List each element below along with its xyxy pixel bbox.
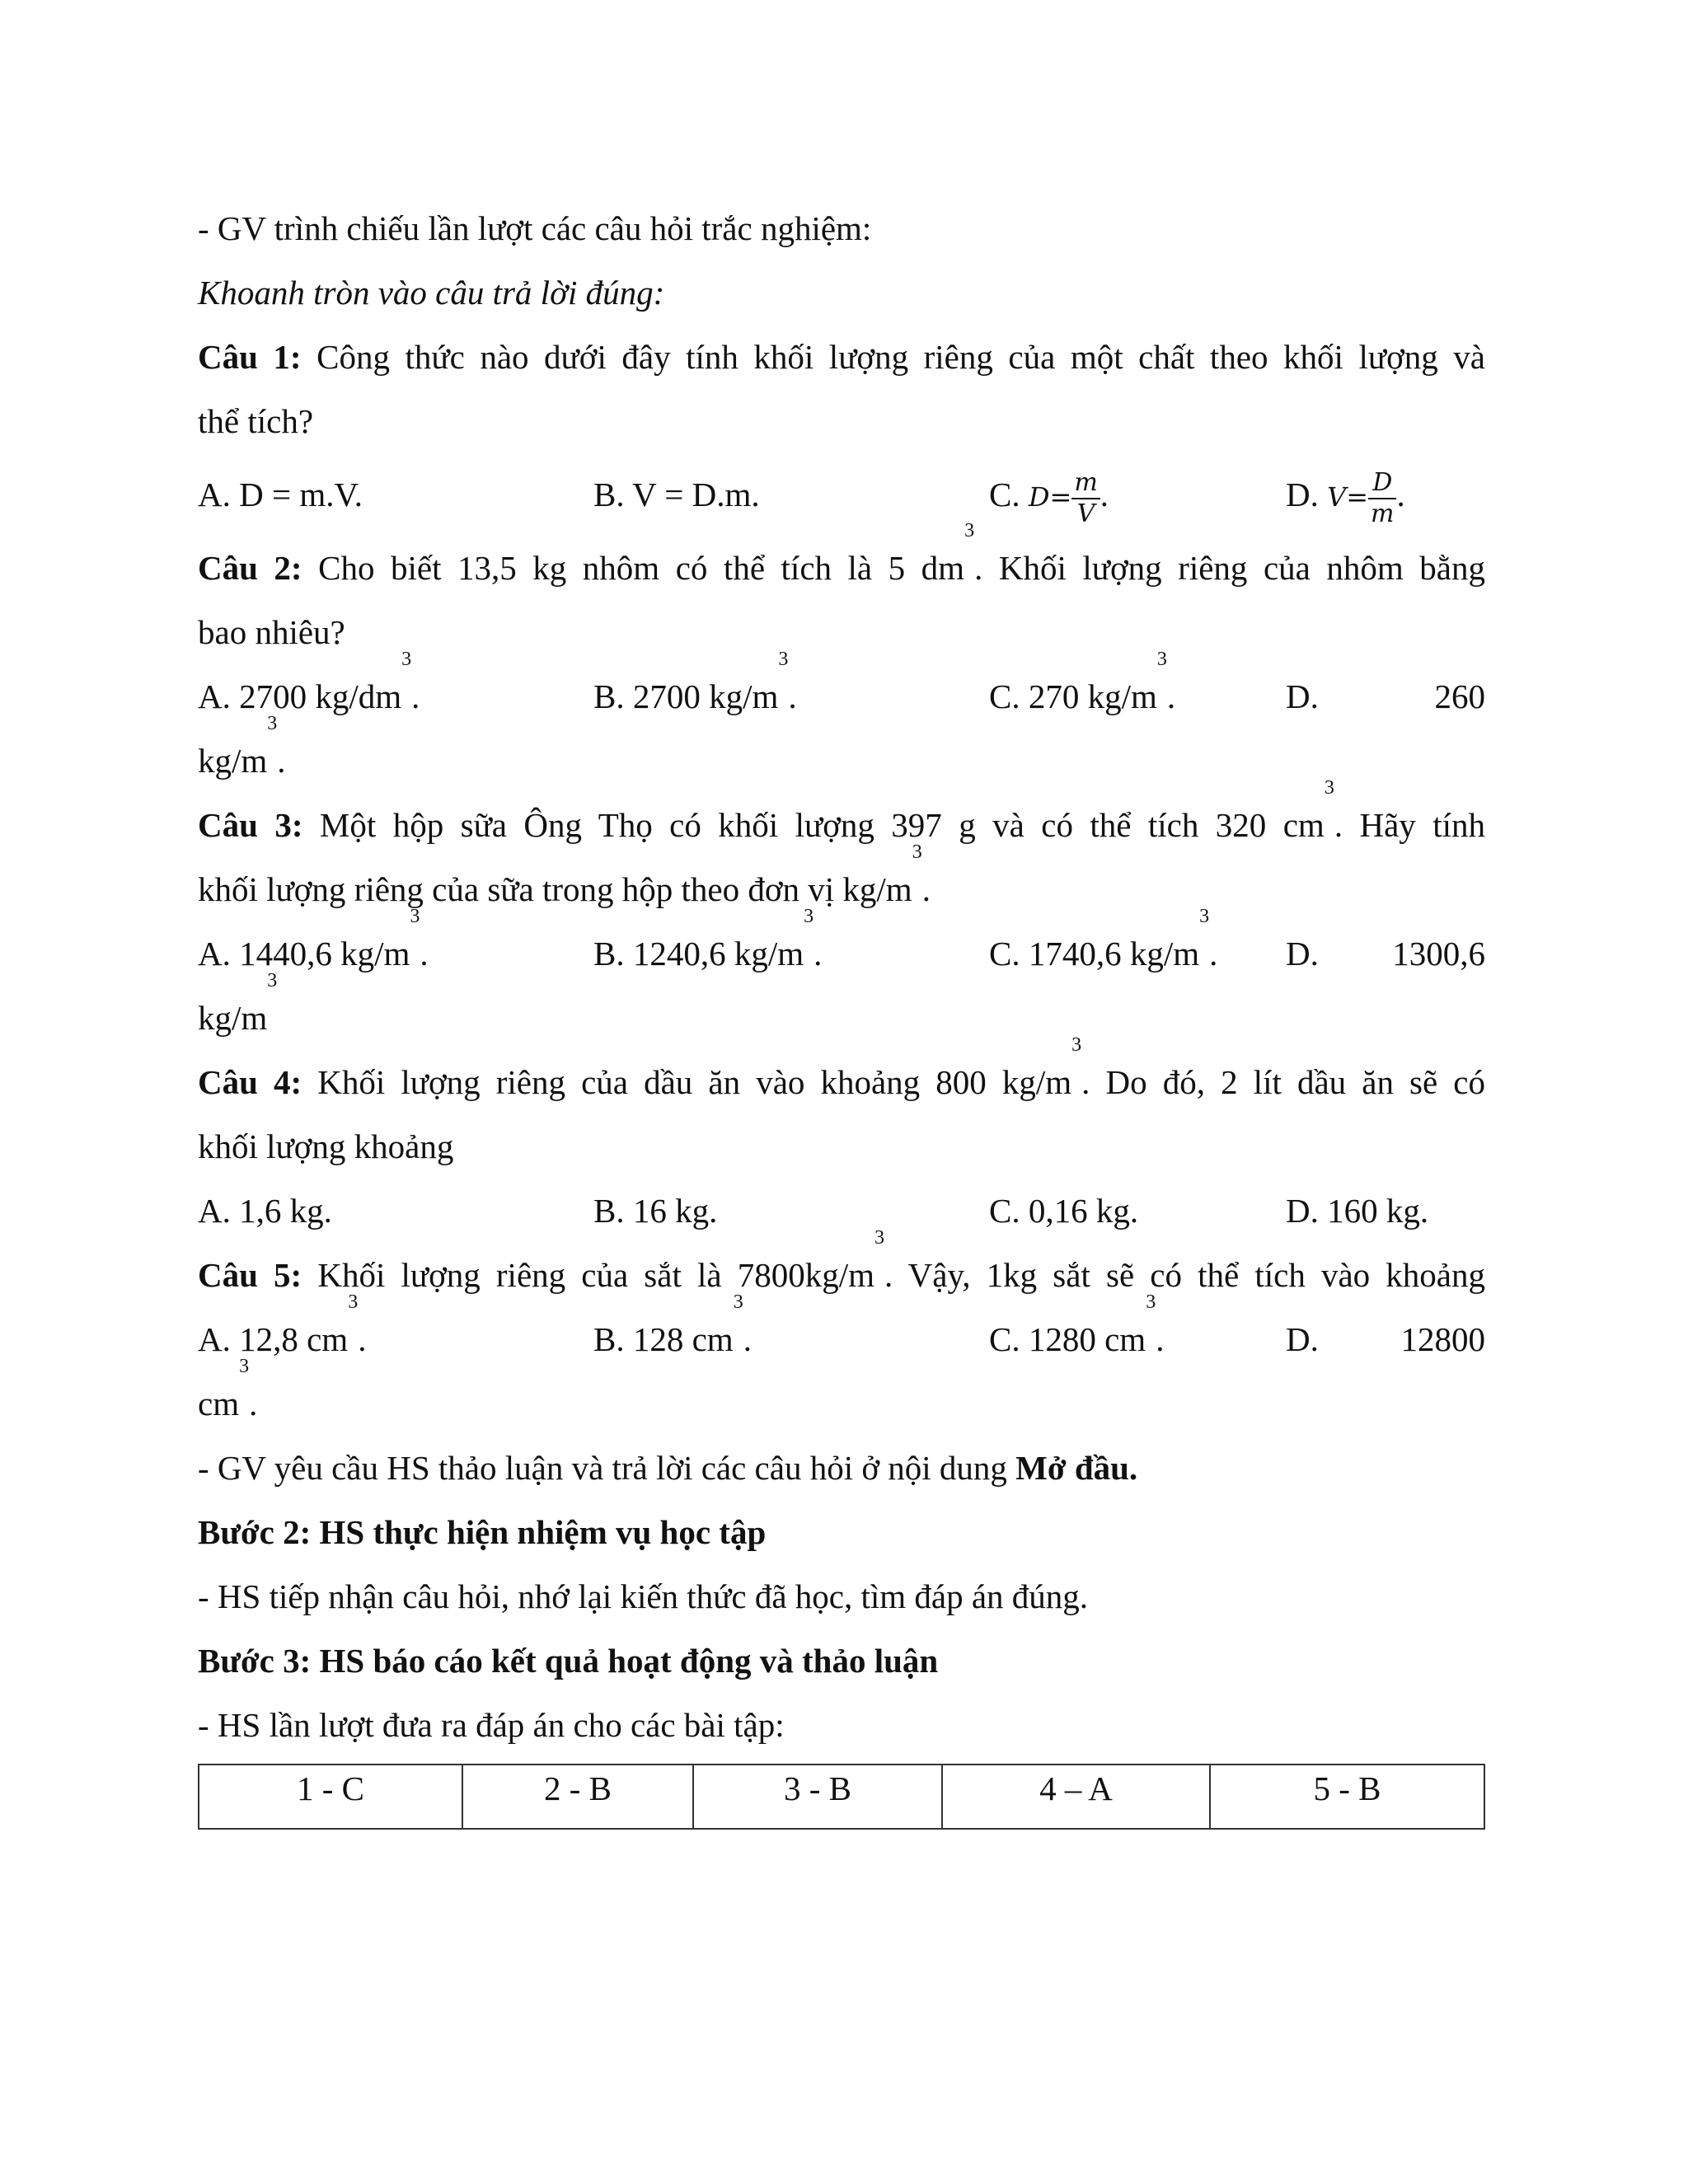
q5-option-d-value: 12800 bbox=[1400, 1320, 1485, 1358]
question-4-text-cont: khối lượng khoảng bbox=[198, 1127, 454, 1165]
question-1-label: Câu 1: bbox=[198, 338, 302, 376]
answer-cell-2: 2 - B bbox=[462, 1765, 693, 1829]
step-2-heading: Bước 2: HS thực hiện nhiệm vụ học tập bbox=[198, 1513, 767, 1551]
step-3-heading: Bước 3: HS báo cáo kết quả hoạt động và thảo luận bbox=[198, 1642, 939, 1680]
question-1-text: Câu 1: Công thức nào dưới đây tính khối lượng riêng của một chất theo khối lượng và bbox=[198, 338, 1485, 376]
question-5-label: Câu 5: bbox=[198, 1256, 302, 1294]
q4-option-a: A. 1,6 kg. bbox=[198, 1192, 332, 1230]
q5-option-d-unit: $cm^3$. bbox=[198, 1356, 258, 1422]
q2-option-d-value: 260 bbox=[1434, 677, 1485, 715]
q1-option-d: D. V= $\frac{D}{m}$ . bbox=[1286, 467, 1405, 528]
q4-option-c: C. 0,16 kg. bbox=[989, 1192, 1139, 1230]
step-3-text: - HS lần lượt đưa ra đáp án cho các bài tập: bbox=[198, 1706, 785, 1744]
q5-option-b: B. 128 $cm^3$. bbox=[593, 1291, 752, 1358]
question-2-options bbox=[198, 649, 1485, 729]
answer-table bbox=[198, 1764, 1485, 1830]
q4-option-d: D. 160 kg. bbox=[1286, 1192, 1429, 1230]
gv-request-line: - GV yêu cầu HS thảo luận và trả lời các câu hỏi ở nội dung Mở đầu. bbox=[198, 1449, 1138, 1487]
question-3-text-cont: khối lượng riêng của sữa trong hộp theo đơn vị $kg/m^3$. bbox=[198, 841, 931, 908]
q3-option-b: B. 1240,6 $kg/m^3$. bbox=[593, 906, 823, 972]
question-2-text-cont: bao nhiêu? bbox=[198, 613, 345, 651]
q1-option-a: A. D = m.V. bbox=[198, 476, 363, 513]
intro-line: - GV trình chiếu lần lượt các câu hỏi trắc nghiệm: bbox=[198, 209, 872, 247]
answer-cell-5: 5 - B bbox=[1210, 1765, 1484, 1829]
q1-d-fraction: $\frac{D}{m}$ bbox=[1368, 471, 1396, 527]
q2-option-b: B. 2700 $kg/m^3$. bbox=[593, 649, 797, 715]
question-4-label: Câu 4: bbox=[198, 1063, 302, 1101]
step-2-text: - HS tiếp nhận câu hỏi, nhớ lại kiến thức đã học, tìm đáp án đúng. bbox=[198, 1577, 1089, 1615]
q2-option-a: A. 2700 $kg/dm^3$. bbox=[198, 649, 420, 715]
q4-option-b: B. 16 kg. bbox=[593, 1192, 718, 1230]
q5-option-c: C. 1280 $cm^3$. bbox=[989, 1291, 1165, 1358]
q1-option-c: C. D= $\frac{m}{V}$ . bbox=[989, 467, 1109, 528]
question-3-options bbox=[198, 906, 1485, 986]
question-1-text-cont: thể tích? bbox=[198, 402, 314, 440]
q3-option-c: C. 1740,6 $kg/m^3$. bbox=[989, 906, 1218, 972]
q5-option-a: A. 12,8 $cm^3$. bbox=[198, 1291, 367, 1358]
answer-cell-4: 4 – A bbox=[942, 1765, 1210, 1829]
question-5-options bbox=[198, 1291, 1485, 1371]
q3-option-d-unit: $kg/m^3$ bbox=[198, 970, 278, 1037]
q5-option-d-prefix: D. bbox=[1286, 1320, 1319, 1358]
question-1-options bbox=[198, 453, 1485, 536]
answer-cell-1: 1 - C bbox=[199, 1765, 462, 1829]
question-2-text: Câu 2: Cho biết 13,5 kg nhôm có thể tích là 5 $dm^3$. Khối lượng riêng của nhôm bằng bbox=[198, 520, 1485, 587]
q1-option-b: B. V = D.m. bbox=[593, 476, 760, 513]
q2-option-c: C. 270 $kg/m^3$. bbox=[989, 649, 1176, 715]
q3-option-d-value: 1300,6 bbox=[1392, 935, 1485, 972]
question-5-text: Câu 5: Khối lượng riêng của sắt là $7800kg/m^3$. Vậy, 1kg sắt sẽ có thể tích vào khoảng bbox=[198, 1227, 1485, 1294]
question-2-label: Câu 2: bbox=[198, 549, 302, 587]
q3-option-d-prefix: D. bbox=[1286, 935, 1319, 972]
table-row bbox=[199, 1765, 1484, 1829]
question-3-label: Câu 3: bbox=[198, 806, 303, 844]
question-4-options bbox=[198, 1179, 1485, 1243]
q3-option-a: A. 1440,6 $kg/m^3$. bbox=[198, 906, 429, 972]
question-4-text: Câu 4: Khối lượng riêng của dầu ăn vào khoảng 800 $kg/m^3$. Do đó, 2 lít dầu ăn sẽ có bbox=[198, 1034, 1485, 1101]
instruction-line: Khoanh tròn vào câu trả lời đúng: bbox=[198, 274, 665, 312]
answer-cell-3: 3 - B bbox=[693, 1765, 942, 1829]
q2-option-d-prefix: D. bbox=[1286, 677, 1319, 715]
q2-option-d-unit: $kg/m^3$. bbox=[198, 713, 286, 780]
q1-c-fraction: $\frac{m}{V}$ bbox=[1071, 471, 1100, 527]
question-3-text: Câu 3: Một hộp sữa Ông Thọ có khối lượng 397 g và có thể tích 320 $cm^3$. Hãy tính bbox=[198, 777, 1485, 844]
document-page bbox=[198, 196, 1485, 1830]
